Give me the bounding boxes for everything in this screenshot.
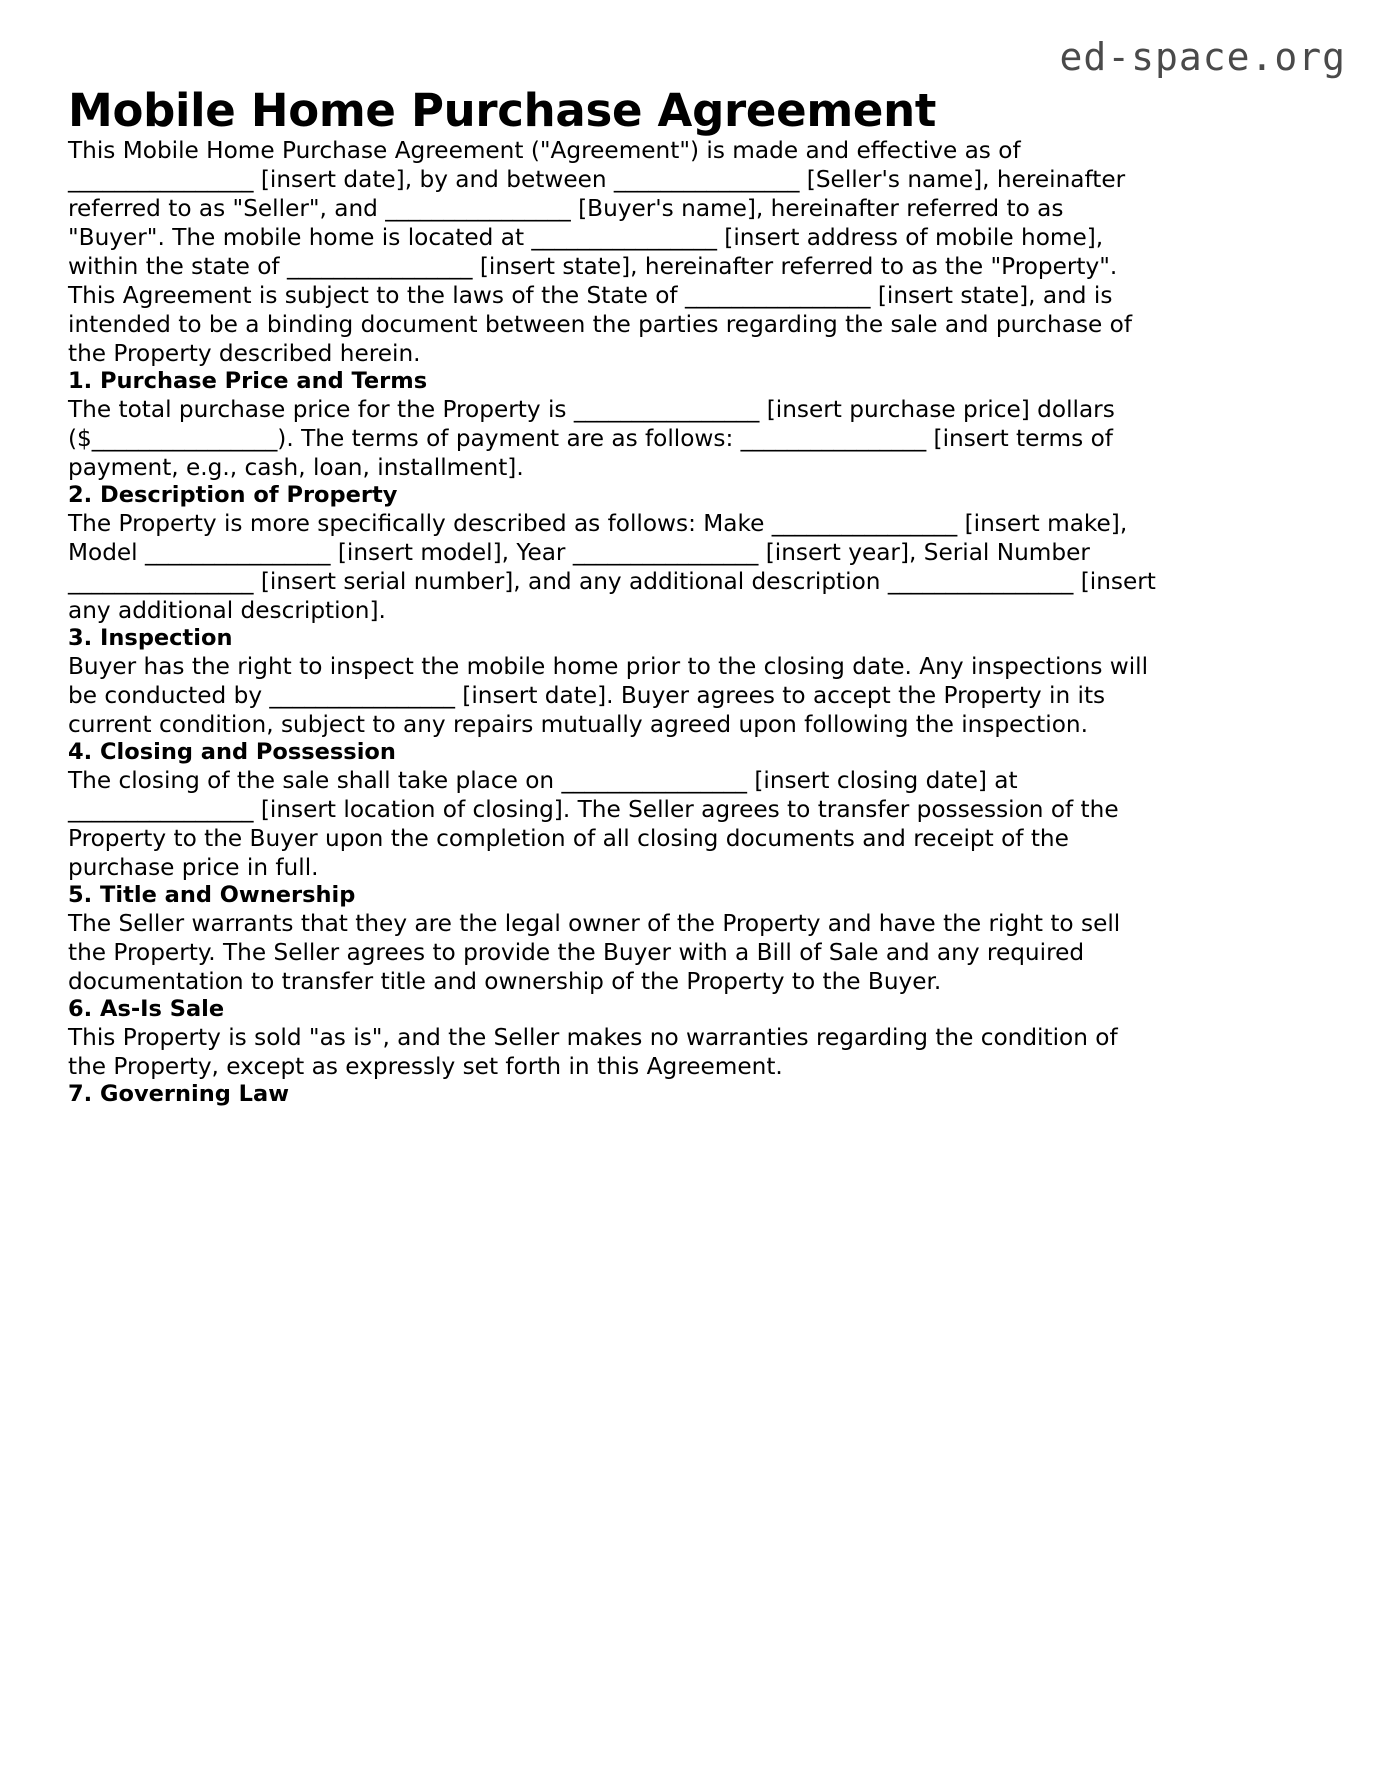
section-body-2: The Property is more specifically described as follows: Make ________________ [insert make], Model ________________ [insert model], Year ________________ [insert year], Serial Number ________________ [insert serial number], and any additional description ________________ [insert any additional description].	[68, 509, 1156, 624]
section-body-3: Buyer has the right to inspect the mobile home prior to the closing date. Any inspections will be conducted by ________________ [insert date]. Buyer agrees to accept the Property in its current condition, subject to any repairs mutually agreed upon following the inspection.	[68, 652, 1149, 738]
section-body-4: The closing of the sale shall take place on ________________ [insert closing date] at ________________ [insert location of closing]. The Seller agrees to transfer possession of the Property to the Buyer upon the completion of all closing documents and receipt of the purchase price in full.	[68, 766, 1119, 881]
section-heading-6: 6. As-Is Sale	[68, 995, 225, 1022]
section-heading-7: 7. Governing Law	[68, 1080, 289, 1107]
section-heading-4: 4. Closing and Possession	[68, 738, 396, 765]
section-heading-3: 3. Inspection	[68, 624, 233, 651]
page-title: Mobile Home Purchase Agreement	[68, 84, 937, 137]
section-body-6: This Property is sold "as is", and the Seller makes no warranties regarding the condition of the Property, except as expressly set forth in this Agreement.	[68, 1023, 1118, 1080]
section-heading-1: 1. Purchase Price and Terms	[68, 367, 428, 394]
site-watermark: ed-space.org	[1059, 35, 1346, 79]
section-heading-5: 5. Title and Ownership	[68, 881, 356, 908]
section-body-1: The total purchase price for the Property is ________________ [insert purchase price] dollars ($________________). The terms of payment are as follows: ________________ [insert terms of payment, e.g., cash, loan, installment].	[68, 395, 1115, 481]
section-heading-2: 2. Description of Property	[68, 481, 398, 508]
intro-paragraph: This Mobile Home Purchase Agreement ("Agreement") is made and effective as of ________________ [insert date], by and between ________________ [Seller's name], hereinafter referred to as "Seller", and ________________ [Buyer's name], hereinafter referred to as "Buyer". The mobile home is located at ________________ [insert address of mobile home], within the state of ________________ [insert state], hereinafter referred to as the "Property". This Agreement is subject to the laws of the State of ________________ [insert state], and is intended to be a binding document between the parties regarding the sale and purchase of the Property described herein.	[68, 136, 1133, 367]
section-body-5: The Seller warrants that they are the legal owner of the Property and have the right to sell the Property. The Seller agrees to provide the Buyer with a Bill of Sale and any required documentation to transfer title and ownership of the Property to the Buyer.	[68, 909, 1121, 995]
document-content	[68, 0, 1160, 1108]
